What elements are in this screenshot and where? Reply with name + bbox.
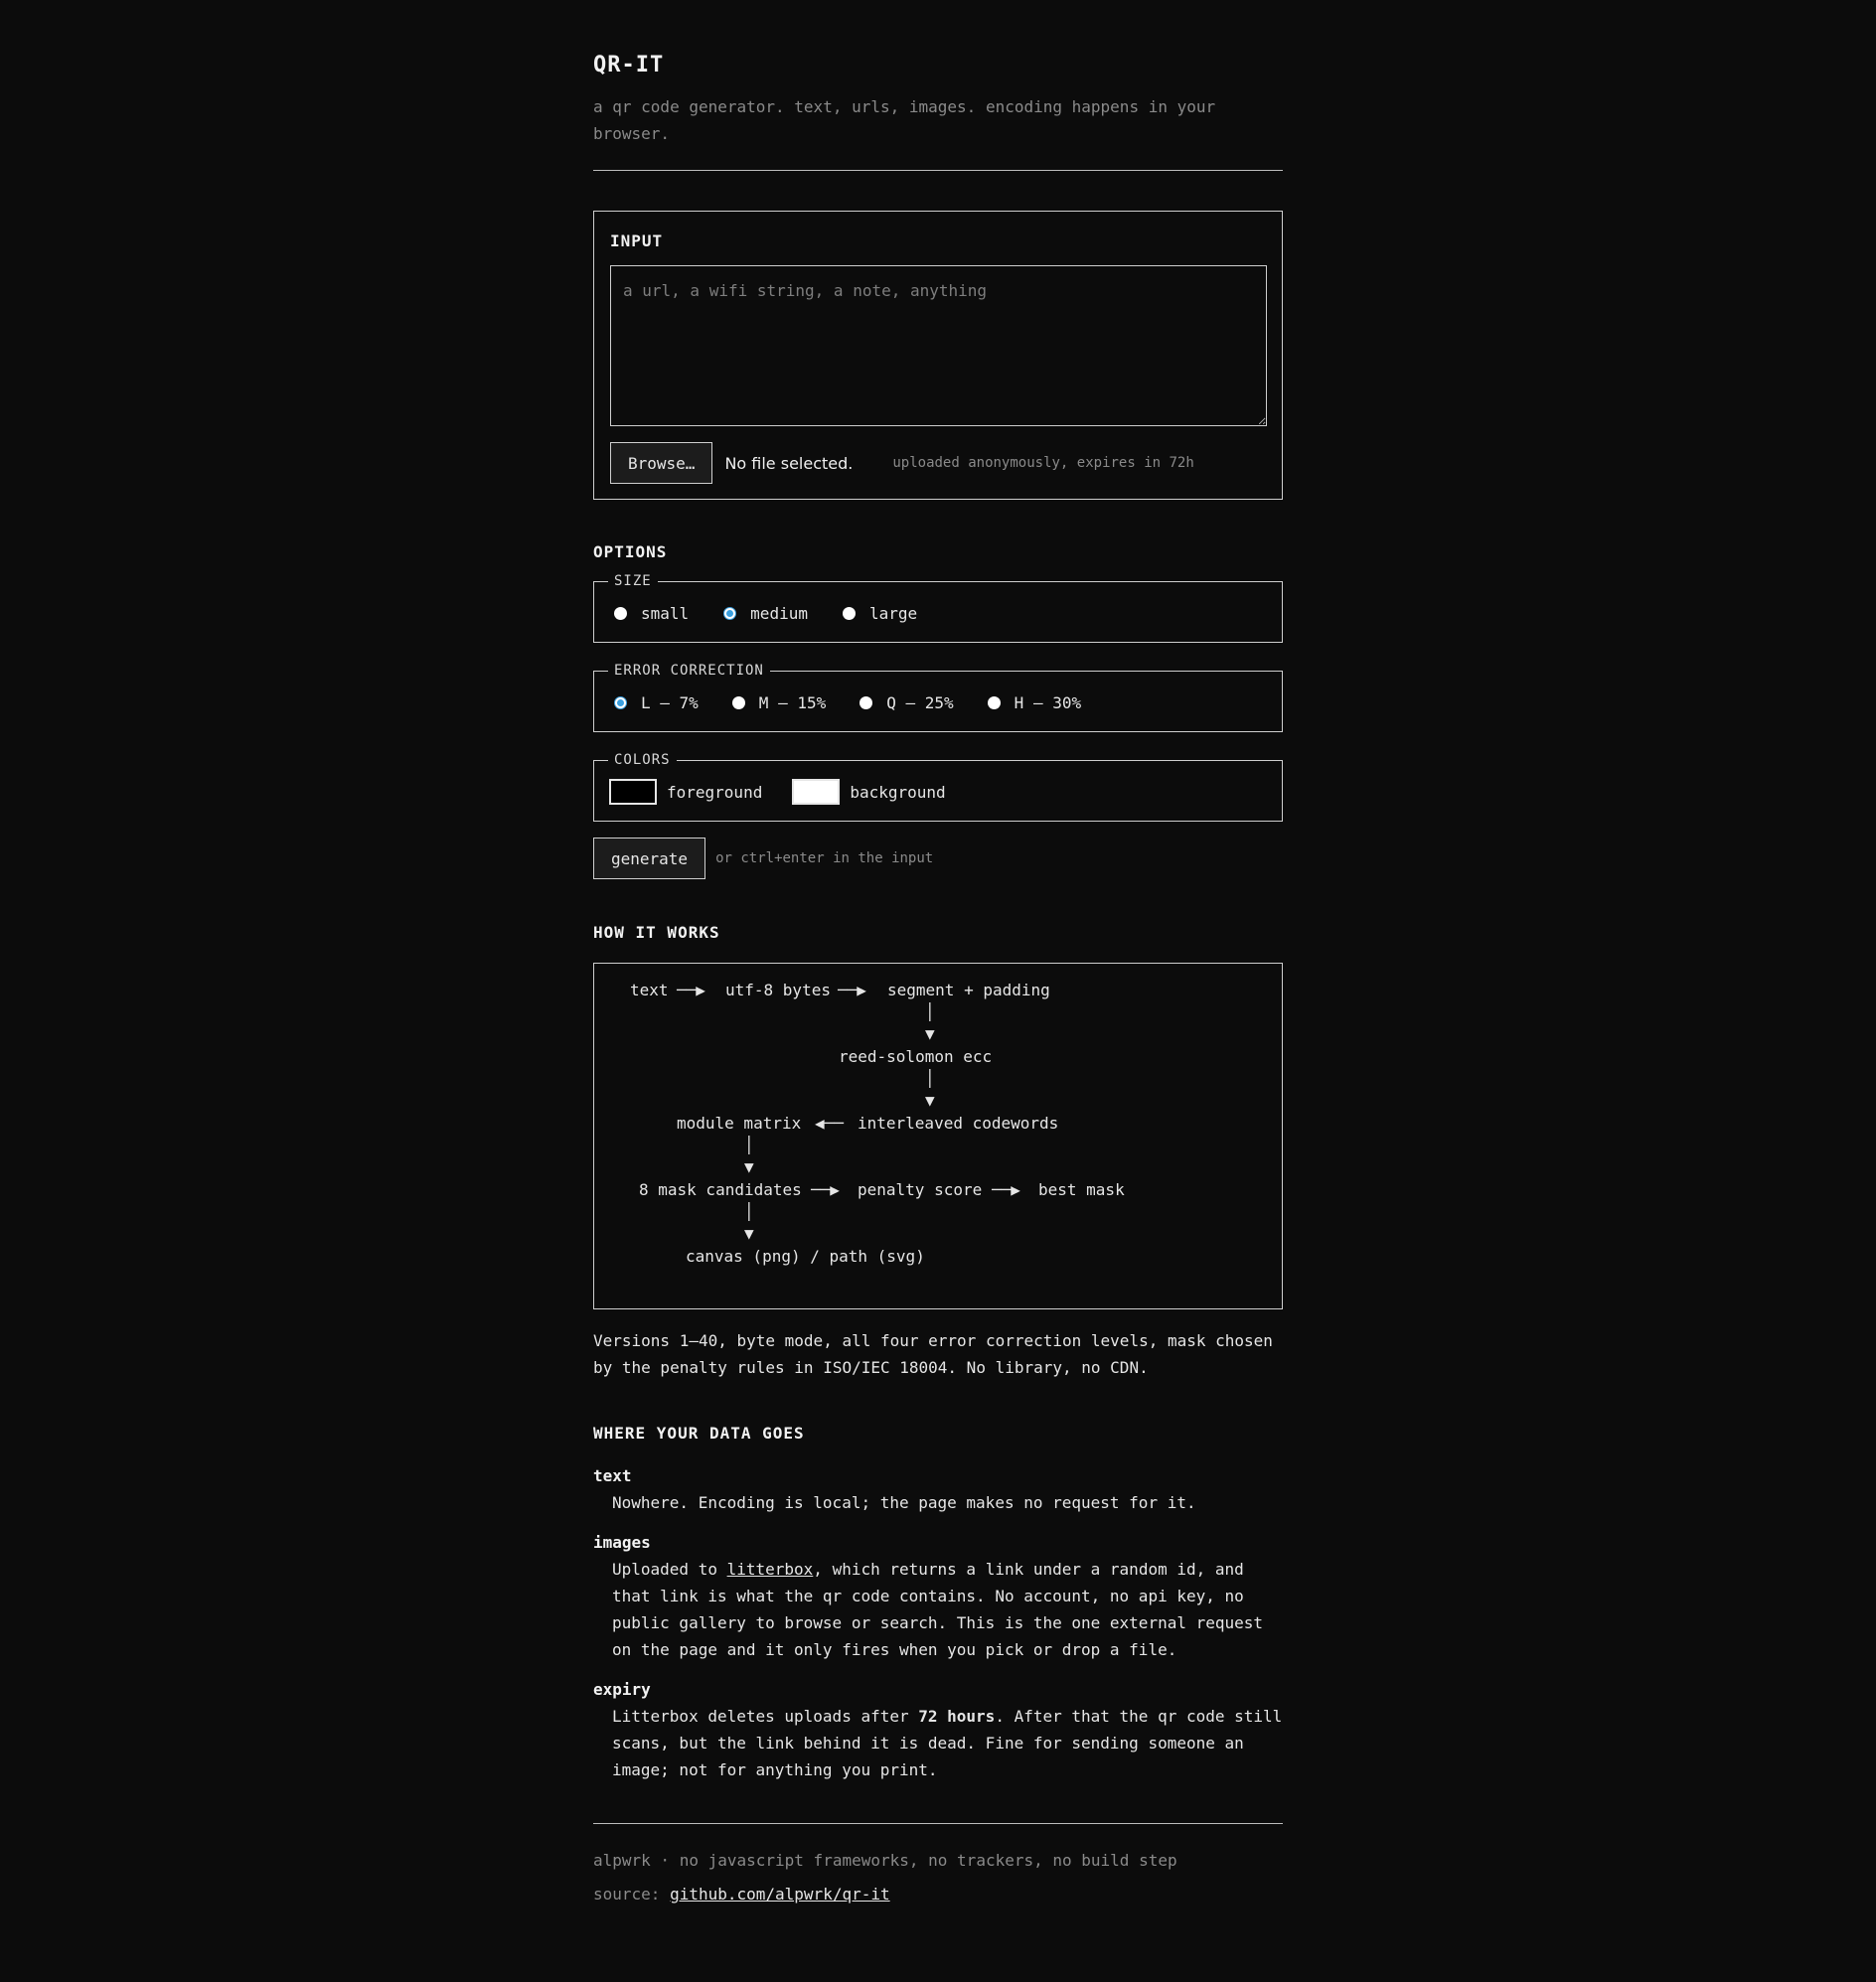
how-it-works-heading: HOW IT WORKS <box>593 923 720 942</box>
node-penalty-score: penalty score <box>858 1180 983 1199</box>
arrow-right: ──▶ <box>992 1180 1020 1199</box>
generate-row <box>593 838 1283 879</box>
size-large-label[interactable]: large <box>868 603 918 623</box>
app-title: QR-IT <box>593 53 665 77</box>
size-small-label[interactable]: small <box>641 603 690 623</box>
node-best-mask: best mask <box>1038 1180 1125 1199</box>
input-panel <box>593 211 1283 500</box>
footer-divider <box>593 1823 1283 1824</box>
arrow-left: ◀── <box>815 1114 844 1133</box>
size-legend: SIZE <box>608 572 658 590</box>
header-divider <box>593 170 1283 171</box>
node-canvas-path: canvas (png) / path (svg) <box>686 1247 925 1266</box>
ecc-h-label[interactable]: H — 30% <box>1014 692 1082 712</box>
ecc-l-radio[interactable] <box>614 696 627 709</box>
how-description: Versions 1–40, byte mode, all four error correction levels, mask chosen by the penalty rules in ISO/IEC 18004. No library, no CDN. <box>593 1331 1273 1377</box>
size-fieldset <box>593 573 1283 643</box>
ecc-q-label[interactable]: Q — 25% <box>886 692 954 712</box>
pipeline-diagram <box>593 963 1283 1309</box>
ecc-radio-group <box>614 672 1282 733</box>
background-color-swatch[interactable] <box>792 779 840 805</box>
expiry-desc-start: Litterbox deletes uploads after <box>612 1707 919 1726</box>
node-interleaved-codewords: interleaved codewords <box>858 1114 1059 1133</box>
expiry-duration: 72 hours <box>918 1707 996 1726</box>
arrow-right: ──▶ <box>811 1180 840 1199</box>
size-large-radio[interactable] <box>843 607 856 620</box>
arrow-down: ▼ <box>744 1157 754 1176</box>
data-term-expiry: expiry <box>593 1680 651 1699</box>
foreground-label: foreground <box>667 782 763 802</box>
connector-pipe: │ <box>744 1202 754 1221</box>
node-mask-candidates: 8 mask candidates <box>639 1180 802 1199</box>
data-desc-images <box>612 1556 1283 1663</box>
generate-button[interactable]: generate <box>593 838 705 879</box>
data-term-text: text <box>593 1466 632 1485</box>
page <box>593 0 1283 1905</box>
node-reed-solomon: reed-solomon ecc <box>839 1047 993 1066</box>
connector-pipe: │ <box>925 1002 935 1021</box>
error-correction-fieldset <box>593 663 1283 732</box>
options-heading: OPTIONS <box>593 542 668 561</box>
arrow-down: ▼ <box>925 1091 935 1110</box>
size-medium-label[interactable]: medium <box>750 603 808 623</box>
node-segment-padding: segment + padding <box>887 981 1050 999</box>
file-status: No file selected. <box>724 453 854 473</box>
content-textarea[interactable] <box>610 265 1267 426</box>
arrow-right: ──▶ <box>677 981 705 999</box>
data-item-text <box>593 1462 1283 1516</box>
browse-button[interactable]: Browse… <box>610 442 712 484</box>
source-label: source: <box>593 1885 671 1904</box>
footer-source <box>593 1885 1283 1905</box>
ecc-m-label[interactable]: M — 15% <box>758 692 827 712</box>
upload-hint: uploaded anonymously, expires in 72h <box>892 455 1194 471</box>
size-medium-radio[interactable] <box>723 607 736 620</box>
ecc-m-radio[interactable] <box>732 696 745 709</box>
data-desc-text: Nowhere. Encoding is local; the page makes no request for it. <box>612 1493 1196 1512</box>
ecc-h-radio[interactable] <box>988 696 1001 709</box>
arrow-down: ▼ <box>925 1024 935 1043</box>
size-radio-group <box>614 582 1282 644</box>
arrow-right: ──▶ <box>838 981 866 999</box>
data-desc-expiry <box>612 1703 1283 1783</box>
generate-hint: or ctrl+enter in the input <box>715 850 934 866</box>
images-desc-rest: , which returns a link under a random id, and that link is what the qr code contains. No account, no api key, no public gallery to browse or search. This is the one external request on the page and it only fires when you pick or drop a file. <box>612 1560 1264 1659</box>
arrow-down: ▼ <box>744 1224 754 1243</box>
foreground-color-swatch[interactable] <box>609 779 657 805</box>
size-small-radio[interactable] <box>614 607 627 620</box>
connector-pipe: │ <box>744 1136 754 1154</box>
background-label: background <box>850 782 946 802</box>
error-correction-legend: ERROR CORRECTION <box>608 662 770 680</box>
data-item-expiry <box>593 1676 1283 1783</box>
data-heading: WHERE YOUR DATA GOES <box>593 1424 805 1443</box>
litterbox-link[interactable]: litterbox <box>726 1560 814 1579</box>
node-text: text <box>630 981 669 999</box>
ecc-l-label[interactable]: L — 7% <box>641 692 699 712</box>
node-module-matrix: module matrix <box>677 1114 802 1133</box>
colors-fieldset <box>593 752 1283 822</box>
tagline: a qr code generator. text, urls, images. encoding happens in your browser. <box>593 97 1216 143</box>
images-desc-start: Uploaded to <box>612 1560 727 1579</box>
footer-credits: alpwrk · no javascript frameworks, no trackers, no build step <box>593 1851 1177 1870</box>
node-utf8-bytes: utf-8 bytes <box>725 981 831 999</box>
color-pickers-row <box>609 761 1282 823</box>
input-heading: INPUT <box>610 231 664 250</box>
footer <box>593 1851 1283 1905</box>
data-term-images: images <box>593 1533 651 1552</box>
file-picker-row <box>610 442 1266 484</box>
source-link[interactable]: github.com/alpwrk/qr-it <box>670 1885 890 1904</box>
connector-pipe: │ <box>925 1069 935 1088</box>
data-item-images <box>593 1529 1283 1663</box>
colors-legend: COLORS <box>608 751 677 769</box>
expiry-desc-rest: . After that the qr code still scans, but the link behind it is dead. Fine for sending someone an image; not for anything you print. <box>612 1707 1283 1779</box>
ecc-q-radio[interactable] <box>860 696 872 709</box>
